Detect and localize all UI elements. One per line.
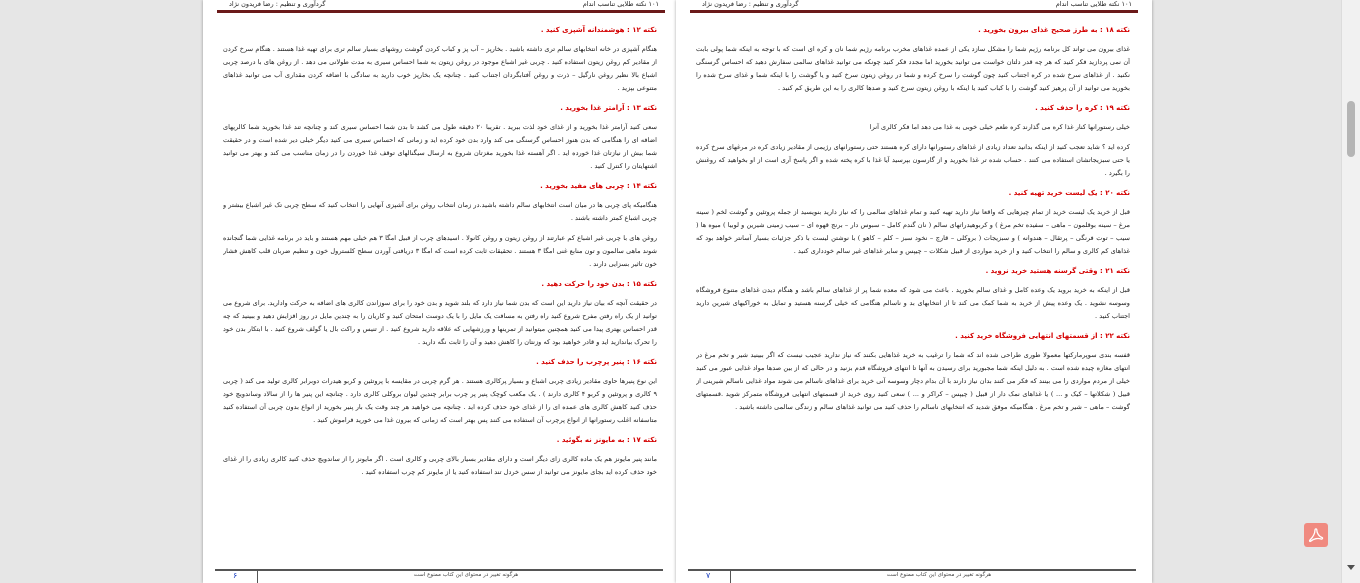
scrollbar-thumb[interactable] [1347,101,1355,157]
tip-heading: نکته ۲۱ : وقتی گرسنه هستید خرید نروید . [985,267,1130,275]
tip-heading: نکته ۱۹ : کره را حذف کنید . [1035,104,1130,112]
header-compiler: گردآوری و تنظیم : رضا فریدون نژاد [229,0,326,8]
footer-text: هرگونه تغییر در محتوای این کتاب ممنوع است [413,572,519,578]
tip-section [223,434,657,479]
tip-section [696,102,1130,180]
document-page-right [676,0,1152,583]
tip-heading: نکته ۱۳ : آرامتر غذا بخورید . [560,104,657,112]
tip-paragraph: قبل از اینکه به خرید بروید یک وعده کامل و غذای سالم بخورید . باعث می شود که معده شما پر از غذاهای سالم باشد و هنگام دیدن غذاهای متنوع فروشگاه وسوسه نشوید . یک وعده پیش از خرید به شما کمک می کند تا از انتخابهای بد و ناسالم هنگامی که خیلی گرسنه هستید و تمایل به خوراکیهای شیرین دارید اجتناب کنید . [696,286,1130,320]
footer-text: هرگونه تغییر در محتوای این کتاب ممنوع است [886,572,992,578]
footer-rule [215,569,663,571]
page-content [696,24,1130,567]
footer-rule [688,569,1136,571]
tip-heading: نکته ۱۸ : به طرز صحیح غذای بیرون بخورید . [978,26,1130,34]
header-compiler: گردآوری و تنظیم : رضا فریدون نژاد [702,0,799,8]
tip-section [696,187,1130,258]
header-rule [217,10,665,13]
tip-heading: نکته ۱۴ : چربی های مفید بخورید . [540,182,657,190]
tip-heading: نکته ۲۲ : از قسمتهای انتهایی فروشگاه خرید کنید . [955,332,1130,340]
scroll-down-arrow-icon[interactable] [1347,565,1355,570]
page-content [223,24,657,567]
tip-section [223,102,657,173]
tip-paragraph: در حقیقت آنچه که بیان نیاز دارید این است که بدن شما نیاز دارد که بلند شوید و بدن خود را برای سوزاندن کالری های اضافه به حرکت وادارید. برای شروع می توانید از یک راه رفتن مفرح شروع کنید راه رفتن به مسافت یک مایل را با یک دوست امتحان کنید و کاریان را به چندین مایل در روز افزایش دهید و ببینید که چه قدر احساس بهتری پیدا می کنید همچنین میتوانید از تمرینها و ورزشهایی که علاقه دارید شروع کنید . از تنیس و راکت بال یا گولف شروع کنید . با ابتکار بدن خود را تحرک بیاندازید اید و قادر خواهید بود که وزنتان را کاهش دهید و آن را ثابت نگه دارید . [223,299,657,346]
tip-paragraph: قبل از خرید یک لیست خرید از تمام چیزهایی که واقعا نیاز دارید تهیه کنید و تمام غذاهای سالمی را که نیاز دارید بنویسید از جمله پروتئین و گوشت لخم ( سینه مرغ – سینه بوقلمون – ماهی – سفیده تخم مرغ ) و کربوهیدراتهای سالم ( نان گندم کامل – سبوس دار – برنج قهوه ای – سیب زمینی شیرین و لوبیا ) میوه ها ( سیب – توت فرنگی – پرتقال – هندوانه ) و سبزیجات ( بروکلی – قارچ – نخود سبز – کلم – کاهو ) با نوشتن لیست با ذکر جزئیات بسیار آسانتر خواهد بود که غذاهای کم کالری و سالم را انتخاب کنید و از خرید مواردی از قبیل شکلات – چیپس و سایر غذاهای غیر سالم خودداری کنید . [696,208,1130,255]
tip-heading: نکته ۱۵ : بدن خود را حرکت دهید . [541,280,657,288]
tip-heading: نکته ۱۷ : به مایونز نه بگوئید . [556,436,657,444]
tip-paragraph: روغن های با چربی غیر اشباع کم عبارتند از روغن زیتون و روغن کانولا . اسیدهای چرب از قبیل امگا ۳ هم خیلی مهم هستند و باید در برنامه غذایی شما گنجانده شوند ماهی سالمون و تون منابع غنی امگا ۳ هستند . تحقیقات ثابت کرده است که امگا ۳ دریافتی آوردن سطح کلسترول خون و تنظیم ضربان قلب کاهش فشار خون تاثیر بسزایی دارند . [223,234,657,268]
header-book-title: ۱۰۱ نکته طلایی تناسب اندام [1055,0,1132,8]
pdf-icon[interactable] [1304,523,1328,547]
tip-section [223,278,657,349]
header-book-title: ۱۰۱ نکته طلایی تناسب اندام [582,0,659,8]
page-footer [203,569,679,583]
tip-section [696,265,1130,323]
tip-section [696,24,1130,95]
tip-paragraph: این نوع پنیرها حاوی مقادیر زیادی چربی اشباع و بسیار پرکالری هستند . هر گرم چربی در مقایسه با پروتئین و کربو هیدرات دوبرابر کالری تولید می کند ( چربی ۹ کالری و پروتئین و کربو ۴ کالری دارند ) . یک مکعب کوچک پنیر پر چرب برابر چندین لیوان بروکلی کالری دارد . چنانچه این پنیر ها را از سالاد وساندویچ خود حذف کنید کاهش کالری های عمده ای را از غذای خود حذف کرده اید . چنانچه می خواهید هر چند وقت یک بار پنیر بخورید از انواع بدون چربی آن استفاده کنید متاسفانه اغلب رستورانها از انواع پرچرب آن استفاده می کنند پس بهتر است که زمانی که بیرون غذا می خورید فراموش کنید . [223,377,657,424]
tip-paragraph: خیلی رستورانها کنار غذا کره می گذارند کره طعم خیلی خوبی به غذا می دهد اما فکر کالری آنرا [869,123,1130,131]
tip-paragraph: قفسه بندی سوپرمارکتها معمولا طوری طراحی شده اند که شما را ترغیب به خرید غذاهایی بکنند که نیاز ندارید عجیب نیست که اگر ببینید شیر و تخم مرغ در انتهای مغازه چیده شده است . به دلیل اینکه شما مجبورید برای رسیدن به آنها تا انتهای فروشگاه قدم بزنید و در حالی که از بین صدها مواد غذایی عبور می کنید خیلی از مردم مواردی را می بینند که فکر می کنند بدان نیاز دارند با آن بدام دچار وسوسه آنی خرید برای غذاهای ناسالم می شوند مواد غذایی ناسالم شیرینی از قبیل ( شکلاتها – کیک و ... ) یا غذاهای نمک دار از قبیل ( چیپس – کراکر و ... ) سعی کنید روی خرید از قسمتهای انتهایی فروشگاه متمرکز شوید .قسمتهای گوشت – ماهی – شیر و تخم مرغ . هنگامیکه موفق شدید که انتخابهای ناسالم را حذف کنید می توانید غذاهای سالم و زندگی سالمی داشته باشید . [696,351,1130,411]
tip-paragraph: غذای بیرون می تواند کل برنامه رژیم شما را مشکل سازد یکی از عمده غذاهای مخرب برنامه رژیم شما نان و کره ای است که با توجه به اینکه شما پولی بابت آن نمی پردازید فکر کنید که هر چه قدر دلتان خواست می توانید بخورید اما مجدد فکر کنید چونکه می توانید غذاهای سالمی سفارش دهید که احساس گرسنگی نکنید . از غذاهای سرخ شده در کره اجتناب کنید چون گوشت را سرخ کرده و شما در روغن زیتون سرخ کنید و یا گوشت را با اینکه شما و غذای سرخ شده را بخورید می توانید از آن پرهیز کنید گوشت را با کباب کنید یا اینکه با روغن زیتون سرخ کنید و صدها کالری را به این طریق کم کنید . [696,45,1130,92]
tip-paragraph: مانند پنیر مایونز هم یک ماده کالری زای دیگر است و دارای مقادیر بسیار بالای چربی و کالری است . اگر مایونز را از ساندویچ حذف کنید کالری زیادی را از غذای خود حذف کرده اید بجای مایونز می توانید از سس خردل تند استفاده کنید یا از مایونز کم چرب استفاده کنید . [223,455,657,476]
pdf-acrobat-glyph [1308,527,1324,543]
tip-section [223,24,657,95]
page-number: ۷ [706,571,711,580]
page-footer [676,569,1152,583]
tip-paragraph: کرده اید ؟ شاید تعجب کنید از اینکه بدانید تعداد زیادی از غذاهای رستورانها دارای کره هستند حتی رستورانهای رژیمی از مقادیر زیادی کره در مرغهای سرخ کرده یا حتی سبزیجاتشان استفاده می کنند . حساب شده تر غذا بخورید و از گارسون بپرسید آیا غذا با کره پخته شده و اگر پاسخ آری است از او بخواهید که روغنش را بگیرد . [696,143,1130,177]
vertical-scrollbar[interactable] [1341,0,1360,583]
tip-paragraph: سعی کنید آرامتر غذا بخورید و از غذای خود لذت ببرید . تقریبا ۲۰ دقیقه طول می کشد تا بدن شما احساس سیری کند و چنانچه تند غذا بخورید شما کالریهای اضافه ای را هنگامی که بدن هنوز احساس گرسنگی می کند وارد بدن خود کرده اید و زمانی که احساس سیری می کنید دیگر خیلی دیر شده است و در حقیقت شما بیش از نیازتان غذا خورده اید . اگر آهسته غذا بخورید مغزتان شروع به ارسال سیگنالهای توقف غذا خوردن را در زمان مناسب می کند و بهتر می توانید اشتهایتان را کنترل کنید . [223,123,657,170]
tip-paragraph: هنگام آشپزی در خانه انتخابهای سالم تری داشته باشید . بخارپز – آب پز و کباب کردن گوشت روشهای بسیار سالم تری برای تهیه غذا هستند . هنگام سرخ کردن از مقادیر کم روغن زیتون استفاده کنید . چربی غیر اشباع موجود در روغن زیتون به شما احساس سیری به مدت طولانی می دهد . از روغن های با درصد چربی اشباع بالا نظیر روغن نارگیل – ذرت و روغن آفتابگردان اجتناب کنید . چنانچه یک بخارپز خوب دارید به سادگی با اضافه کردن مقداری آب می توانید غذاهای متنوعی بپزید . [223,45,657,92]
footer-divider [730,571,731,583]
tip-paragraph: هنگامیکه پای چربی ها در میان است انتخابهای سالم داشته باشید.در زمان انتخاب روغن برای آشپزی آنهایی را انتخاب کنید که سطح چربی تک غیر اشباع بیشتر و چربی اشباع کمتر داشته باشند . [223,201,657,222]
tip-heading: نکته ۲۰ : یک لیست خرید تهیه کنید . [1008,189,1130,197]
page-number: ۶ [233,571,238,580]
tip-section [223,180,657,271]
document-page-left [203,0,679,583]
header-rule [690,10,1138,13]
footer-divider [257,571,258,583]
tip-section [223,356,657,427]
tip-heading: نکته ۱۶ : پنیر پرچرب را حذف کنید . [536,358,657,366]
tip-section [696,330,1130,414]
tip-heading: نکته ۱۲ : هوشمندانه آشپزی کنید . [540,26,657,34]
